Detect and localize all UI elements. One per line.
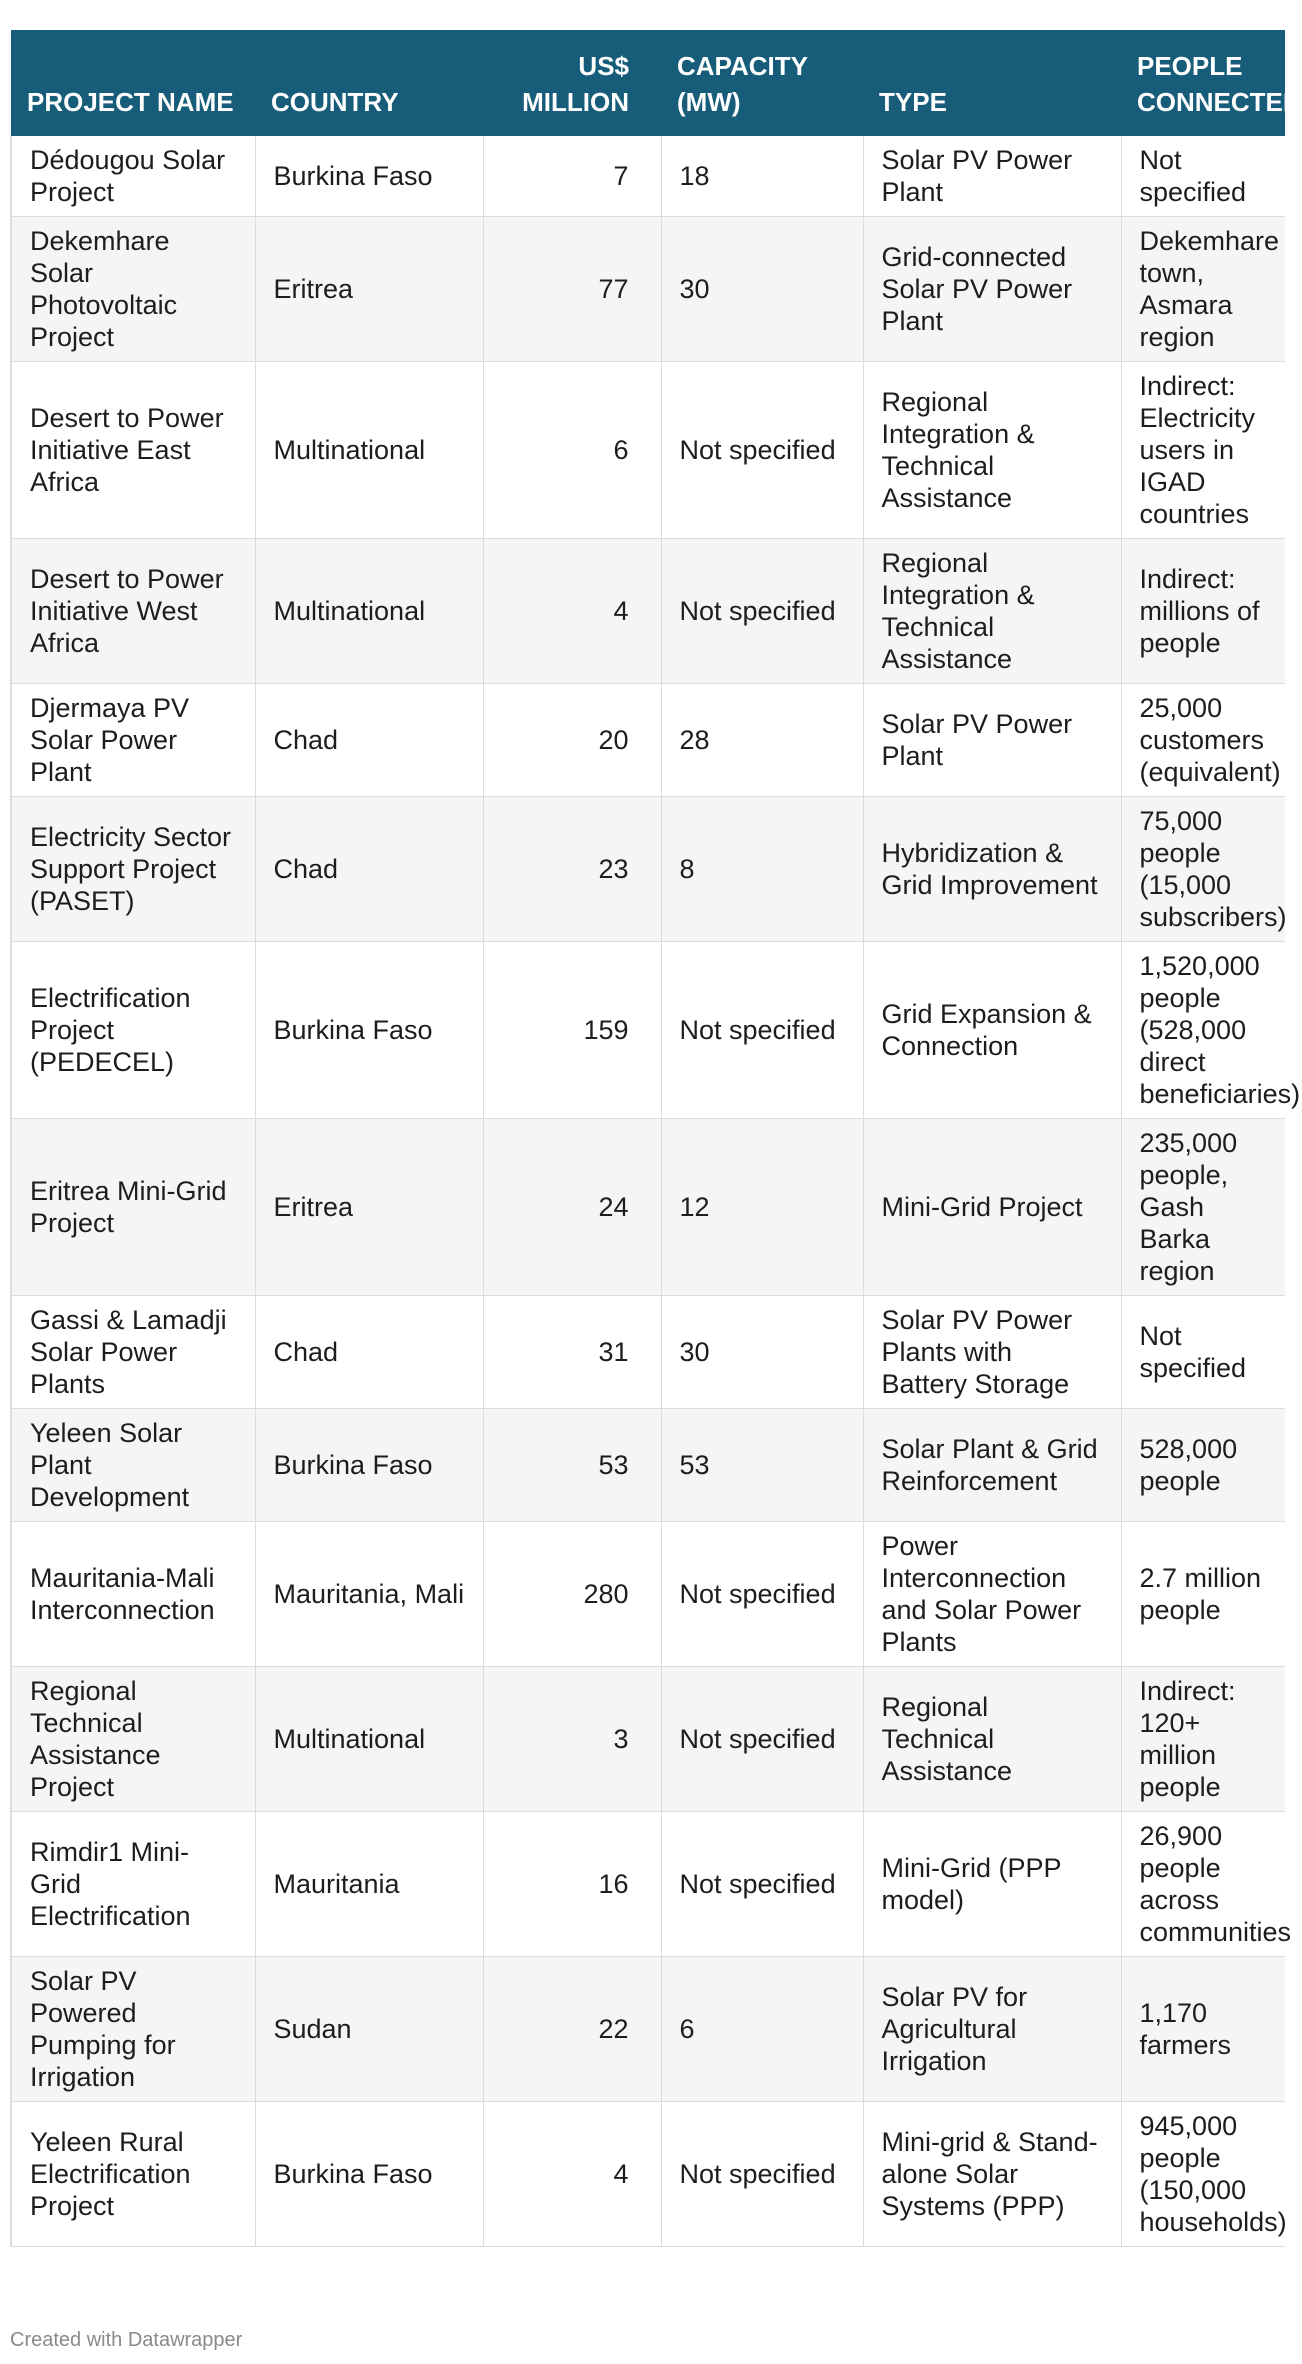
- table-row: [11, 1812, 1285, 1957]
- cell-people-connected: Dekemhare town, Asmara region: [1121, 217, 1285, 362]
- cell-people-connected: 945,000 people (150,000 households): [1121, 2102, 1285, 2247]
- cell-country: Mauritania, Mali: [255, 1522, 483, 1667]
- cell-project-name: Electricity Sector Support Project (PASET): [11, 797, 255, 942]
- cell-country: Eritrea: [255, 217, 483, 362]
- cell-capacity: 28: [661, 684, 863, 797]
- cell-project-name: Desert to Power Initiative East Africa: [11, 362, 255, 539]
- table-container: [10, 30, 1302, 2290]
- column-header-type[interactable]: TYPE: [863, 30, 1121, 136]
- cell-usd-million: 4: [483, 2102, 661, 2247]
- table-row: [11, 1522, 1285, 1667]
- cell-usd-million: 22: [483, 1957, 661, 2102]
- cell-country: Multinational: [255, 362, 483, 539]
- column-header-capacity[interactable]: CAPACITY (MW): [661, 30, 863, 136]
- cell-usd-million: 6: [483, 362, 661, 539]
- column-header-usd-million[interactable]: US$ MILLION: [483, 30, 661, 136]
- cell-capacity: Not specified: [661, 2102, 863, 2247]
- column-header-country[interactable]: COUNTRY: [255, 30, 483, 136]
- cell-type: Grid Expansion & Connection: [863, 942, 1121, 1119]
- cell-capacity: Not specified: [661, 539, 863, 684]
- cell-country: Multinational: [255, 1667, 483, 1812]
- cell-people-connected: 2.7 million people: [1121, 1522, 1285, 1667]
- cell-people-connected: 528,000 people: [1121, 1409, 1285, 1522]
- cell-usd-million: 31: [483, 1296, 661, 1409]
- cell-usd-million: 4: [483, 539, 661, 684]
- table-row: [11, 942, 1285, 1119]
- table-row: [11, 2102, 1285, 2247]
- cell-usd-million: 159: [483, 942, 661, 1119]
- cell-type: Solar PV Power Plant: [863, 684, 1121, 797]
- table-row: [11, 797, 1285, 942]
- cell-type: Mini-grid & Stand-alone Solar Systems (PPP): [863, 2102, 1121, 2247]
- table-row: [11, 1119, 1285, 1296]
- table-header: [11, 30, 1302, 136]
- cell-type: Solar PV Power Plant: [863, 136, 1121, 217]
- cell-type: Grid-connected Solar PV Power Plant: [863, 217, 1121, 362]
- cell-usd-million: 7: [483, 136, 661, 217]
- cell-type: Power Interconnection and Solar Power Plants: [863, 1522, 1121, 1667]
- cell-project-name: Yeleen Rural Electrification Project: [11, 2102, 255, 2247]
- cell-usd-million: 23: [483, 797, 661, 942]
- table-row: [11, 1957, 1285, 2102]
- cell-usd-million: 53: [483, 1409, 661, 1522]
- cell-project-name: Rimdir1 Mini-Grid Electrification: [11, 1812, 255, 1957]
- cell-people-connected: Indirect: 120+ million people: [1121, 1667, 1285, 1812]
- header-row: [11, 30, 1285, 136]
- table-row: [11, 1296, 1285, 1409]
- cell-people-connected: 25,000 customers (equivalent): [1121, 684, 1285, 797]
- cell-capacity: 30: [661, 217, 863, 362]
- table-row: [11, 1409, 1285, 1522]
- cell-capacity: Not specified: [661, 362, 863, 539]
- cell-people-connected: Indirect: millions of people: [1121, 539, 1285, 684]
- cell-people-connected: 235,000 people, Gash Barka region: [1121, 1119, 1285, 1296]
- cell-capacity: 6: [661, 1957, 863, 2102]
- cell-usd-million: 24: [483, 1119, 661, 1296]
- cell-capacity: Not specified: [661, 1667, 863, 1812]
- cell-type: Solar PV Power Plants with Battery Storage: [863, 1296, 1121, 1409]
- cell-country: Chad: [255, 797, 483, 942]
- cell-capacity: 53: [661, 1409, 863, 1522]
- cell-project-name: Gassi & Lamadji Solar Power Plants: [11, 1296, 255, 1409]
- cell-capacity: 18: [661, 136, 863, 217]
- cell-people-connected: 75,000 people (15,000 subscribers): [1121, 797, 1285, 942]
- cell-project-name: Solar PV Powered Pumping for Irrigation: [11, 1957, 255, 2102]
- table-row: [11, 684, 1285, 797]
- table-row: [11, 217, 1285, 362]
- column-header-project-name[interactable]: PROJECT NAME: [11, 30, 255, 136]
- projects-table: [10, 30, 1302, 2247]
- cell-people-connected: Indirect: Electricity users in IGAD countries: [1121, 362, 1285, 539]
- cell-type: Regional Technical Assistance: [863, 1667, 1121, 1812]
- cell-type: Solar PV for Agricultural Irrigation: [863, 1957, 1121, 2102]
- cell-project-name: Eritrea Mini-Grid Project: [11, 1119, 255, 1296]
- cell-usd-million: 77: [483, 217, 661, 362]
- cell-project-name: Dekemhare Solar Photovoltaic Project: [11, 217, 255, 362]
- cell-country: Burkina Faso: [255, 136, 483, 217]
- cell-type: Mini-Grid (PPP model): [863, 1812, 1121, 1957]
- cell-capacity: Not specified: [661, 942, 863, 1119]
- cell-country: Chad: [255, 684, 483, 797]
- cell-people-connected: 26,900 people across communities: [1121, 1812, 1285, 1957]
- cell-type: Mini-Grid Project: [863, 1119, 1121, 1296]
- cell-project-name: Electrification Project (PEDECEL): [11, 942, 255, 1119]
- cell-capacity: 8: [661, 797, 863, 942]
- table-row: [11, 362, 1285, 539]
- cell-usd-million: 3: [483, 1667, 661, 1812]
- table-row: [11, 539, 1285, 684]
- cell-project-name: Regional Technical Assistance Project: [11, 1667, 255, 1812]
- cell-people-connected: 1,520,000 people (528,000 direct beneficiaries): [1121, 942, 1285, 1119]
- cell-country: Sudan: [255, 1957, 483, 2102]
- cell-type: Solar Plant & Grid Reinforcement: [863, 1409, 1121, 1522]
- cell-project-name: Mauritania-Mali Interconnection: [11, 1522, 255, 1667]
- datawrapper-credit[interactable]: Created with Datawrapper: [10, 2329, 243, 2351]
- cell-country: Burkina Faso: [255, 942, 483, 1119]
- cell-capacity: Not specified: [661, 1812, 863, 1957]
- cell-project-name: Djermaya PV Solar Power Plant: [11, 684, 255, 797]
- table-row: [11, 136, 1285, 217]
- column-header-people-connected[interactable]: PEOPLE CONNECTED: [1121, 30, 1285, 136]
- cell-project-name: Desert to Power Initiative West Africa: [11, 539, 255, 684]
- cell-country: Burkina Faso: [255, 1409, 483, 1522]
- cell-usd-million: 20: [483, 684, 661, 797]
- cell-country: Mauritania: [255, 1812, 483, 1957]
- cell-usd-million: 16: [483, 1812, 661, 1957]
- cell-country: Eritrea: [255, 1119, 483, 1296]
- cell-type: Hybridization & Grid Improvement: [863, 797, 1121, 942]
- cell-capacity: 12: [661, 1119, 863, 1296]
- cell-country: Multinational: [255, 539, 483, 684]
- cell-usd-million: 280: [483, 1522, 661, 1667]
- cell-people-connected: 1,170 farmers: [1121, 1957, 1285, 2102]
- table-row: [11, 1667, 1285, 1812]
- cell-project-name: Yeleen Solar Plant Development: [11, 1409, 255, 1522]
- cell-project-name: Dédougou Solar Project: [11, 136, 255, 217]
- cell-people-connected: Not specified: [1121, 136, 1285, 217]
- cell-type: Regional Integration & Technical Assistance: [863, 539, 1121, 684]
- cell-type: Regional Integration & Technical Assistance: [863, 362, 1121, 539]
- table-body: [11, 136, 1301, 2247]
- cell-country: Chad: [255, 1296, 483, 1409]
- cell-country: Burkina Faso: [255, 2102, 483, 2247]
- cell-capacity: Not specified: [661, 1522, 863, 1667]
- cell-people-connected: Not specified: [1121, 1296, 1285, 1409]
- cell-capacity: 30: [661, 1296, 863, 1409]
